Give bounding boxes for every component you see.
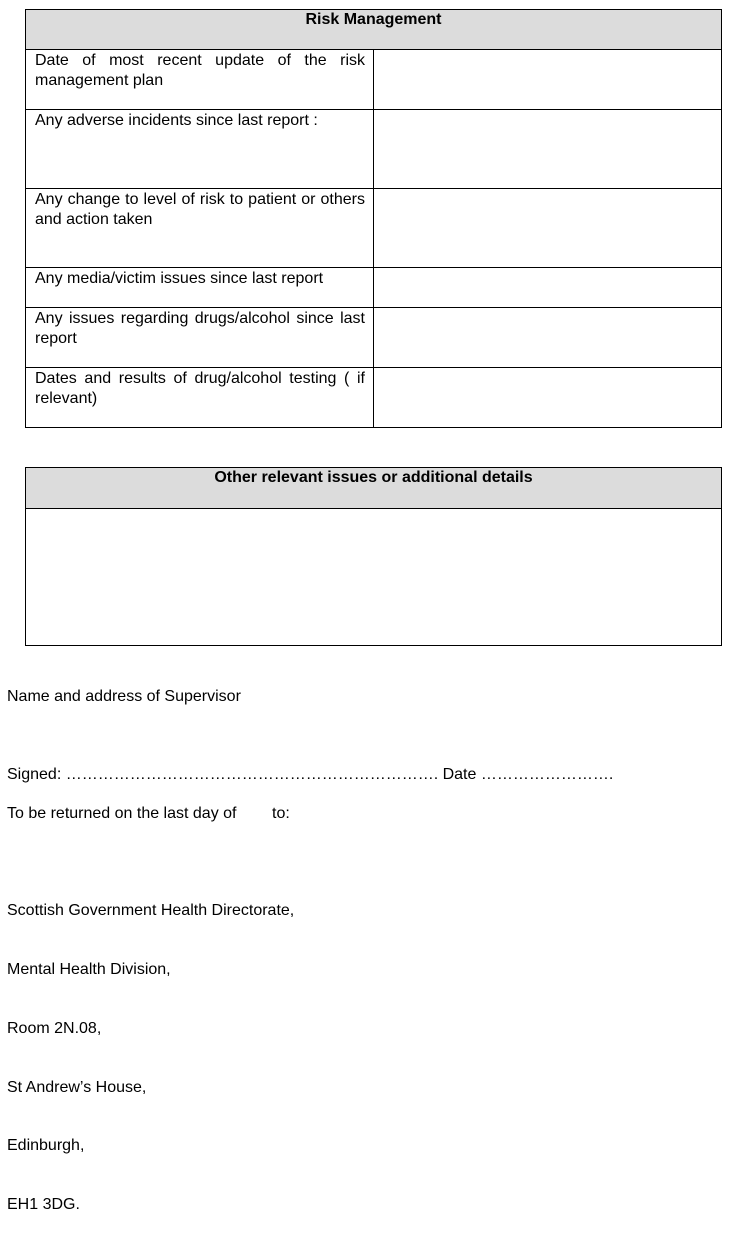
row-label-risk-change: Any change to level of risk to patient or others and action taken (26, 189, 374, 268)
address-line: Mental Health Division, (7, 960, 171, 978)
row-value-risk-plan-date[interactable] (374, 50, 722, 110)
address-line: EH1 3DG. (7, 1196, 80, 1214)
other-issues-table (25, 467, 722, 646)
return-address (7, 862, 294, 1234)
supervisor-label: Name and address of Supervisor (7, 688, 241, 705)
address-line: St Andrew’s House, (7, 1078, 147, 1096)
other-issues-field[interactable] (26, 509, 722, 646)
risk-management-table (25, 9, 722, 428)
row-label-adverse-incidents: Any adverse incidents since last report : (26, 110, 374, 189)
row-value-risk-change[interactable] (374, 189, 722, 268)
risk-management-title: Risk Management (26, 10, 722, 50)
row-value-adverse-incidents[interactable] (374, 110, 722, 189)
row-value-media-victim[interactable] (374, 268, 722, 308)
row-label-testing: Dates and results of drug/alcohol testing ( if relevant) (26, 368, 374, 428)
address-line: Scottish Government Health Directorate, (7, 902, 295, 920)
other-issues-title: Other relevant issues or additional details (26, 468, 722, 509)
row-value-drugs-alcohol[interactable] (374, 308, 722, 368)
address-line: Room 2N.08, (7, 1019, 102, 1037)
row-label-drugs-alcohol: Any issues regarding drugs/alcohol since last report (26, 308, 374, 368)
signed-line: Signed: ……………………………………………………………. Date ……………………. (7, 766, 614, 783)
row-label-risk-plan-date: Date of most recent update of the risk management plan (26, 50, 374, 110)
address-line: Edinburgh, (7, 1137, 85, 1155)
row-value-testing[interactable] (374, 368, 722, 428)
row-label-media-victim: Any media/victim issues since last report (26, 268, 374, 308)
return-instruction: To be returned on the last day of to: (7, 805, 290, 822)
